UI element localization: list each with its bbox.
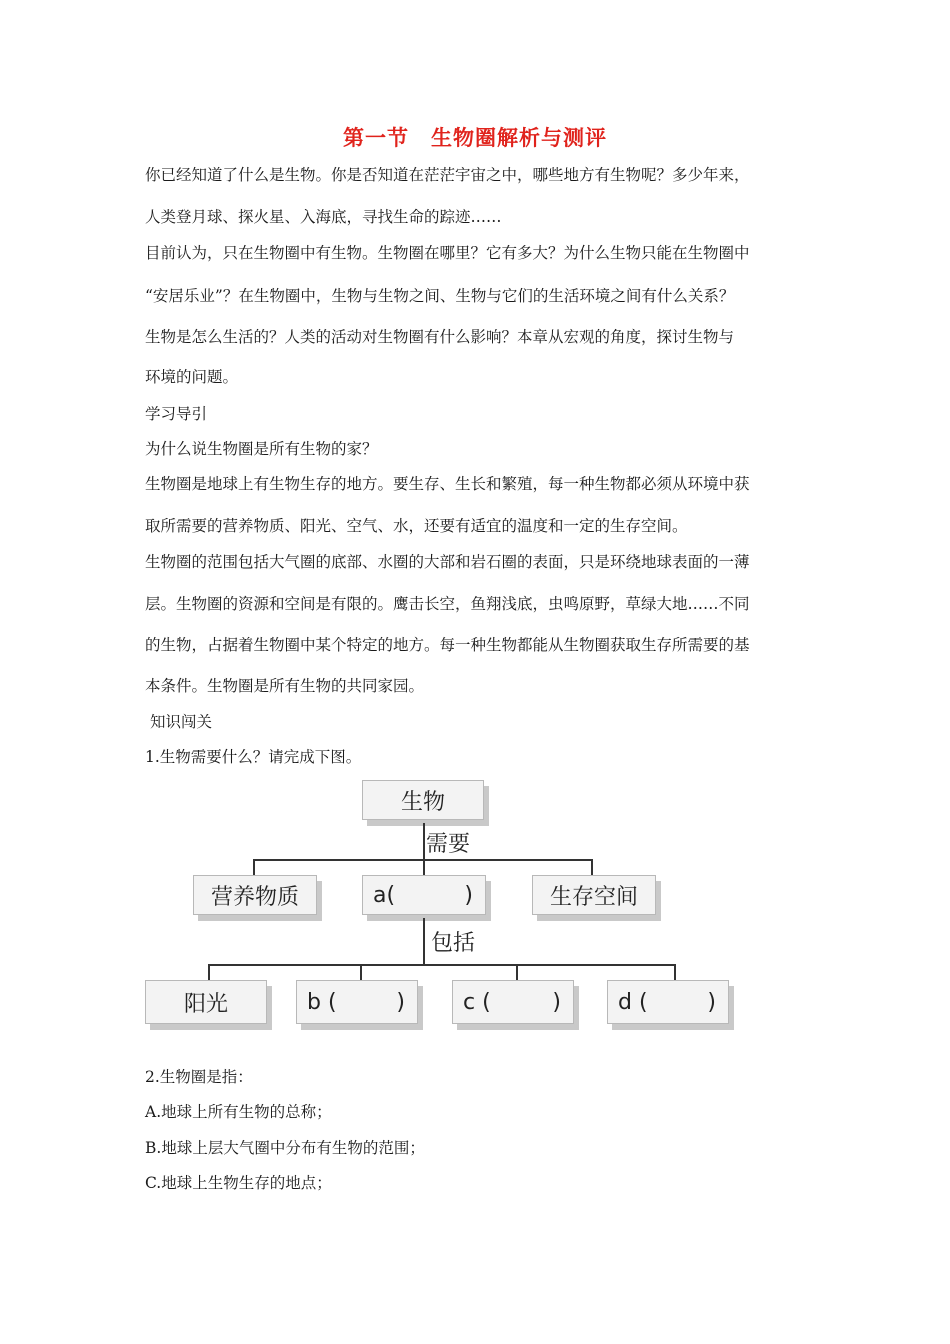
connector-level1-left xyxy=(253,859,255,875)
connector-root xyxy=(423,823,425,860)
box-d-label: d ( xyxy=(618,989,648,1015)
guide-heading: 学习导引 xyxy=(145,405,208,423)
knowledge-heading: 知识闯关 xyxy=(150,713,213,731)
guide-question: 为什么说生物圈是所有生物的家？ xyxy=(145,440,378,458)
box-c-label: c ( xyxy=(463,989,491,1015)
box-a-close: ) xyxy=(464,882,473,908)
intro-line-4: “安居乐业”？在生物圈中，生物与生物之间、生物与它们的生活环境之间有什么关系？ xyxy=(145,287,735,305)
box-a-label: a( xyxy=(373,882,396,908)
connector-level1-right xyxy=(591,859,593,875)
connector-level2-bar xyxy=(208,964,676,966)
box-living-space xyxy=(532,875,656,915)
connector-level2-2 xyxy=(360,964,362,980)
connector-a xyxy=(423,918,425,964)
box-b-blank xyxy=(296,980,418,1024)
intro-line-2: 人类登月球、探火星、入海底，寻找生命的踪迹…… xyxy=(145,208,502,226)
needs-label: 需要 xyxy=(426,832,471,857)
box-b-label: b ( xyxy=(307,989,337,1015)
box-sunlight xyxy=(145,980,267,1024)
box-a-blank xyxy=(362,875,486,915)
box-nutrients-label: 营养物质 xyxy=(210,884,299,910)
guide-line-1: 生物圈是地球上有生物生存的地方。要生存、生长和繁殖，每一种生物都必须从环境中获 xyxy=(145,475,750,493)
includes-label: 包括 xyxy=(431,931,476,956)
guide-line-2: 取所需要的营养物质、阳光、空气、水，还要有适宜的温度和一定的生存空间。 xyxy=(145,517,688,535)
question-2: 2.生物圈是指： xyxy=(145,1068,253,1086)
box-d-blank xyxy=(607,980,729,1024)
guide-line-4: 层。生物圈的资源和空间是有限的。鹰击长空，鱼翔浅底，虫鸣原野，草绿大地……不同 xyxy=(145,595,750,613)
connector-level2-4 xyxy=(674,964,676,980)
diagram-root-box xyxy=(362,780,484,820)
box-d-close: ) xyxy=(707,989,716,1015)
intro-line-5: 生物是怎么生活的？人类的活动对生物圈有什么影响？本章从宏观的角度，探讨生物与 xyxy=(145,328,735,346)
connector-level2-3 xyxy=(516,964,518,980)
box-c-close: ) xyxy=(552,989,561,1015)
box-nutrients xyxy=(193,875,317,915)
guide-line-6: 本条件。生物圈是所有生物的共同家园。 xyxy=(145,677,425,695)
option-a: A.地球上所有生物的总称； xyxy=(145,1103,332,1121)
connector-level1-mid xyxy=(423,859,425,875)
box-b-close: ) xyxy=(396,989,405,1015)
option-b: B.地球上层大气圈中分布有生物的范围； xyxy=(145,1139,425,1157)
needs-diagram xyxy=(140,775,740,1040)
box-sunlight-label: 阳光 xyxy=(183,991,228,1017)
box-c-blank xyxy=(452,980,574,1024)
diagram-root-label: 生物 xyxy=(400,789,445,815)
intro-line-3: 目前认为，只在生物圈中有生物。生物圈在哪里？它有多大？为什么生物只能在生物圈中 xyxy=(145,244,750,262)
box-living-space-label: 生存空间 xyxy=(549,884,638,910)
connector-level2-1 xyxy=(208,964,210,980)
intro-line-1: 你已经知道了什么是生物。你是否知道在茫茫宇宙之中，哪些地方有生物呢？多少年来， xyxy=(145,166,750,184)
guide-line-3: 生物圈的范围包括大气圈的底部、水圈的大部和岩石圈的表面，只是环绕地球表面的一薄 xyxy=(145,553,750,571)
intro-line-6: 环境的问题。 xyxy=(145,368,239,386)
question-1: 1.生物需要什么？请完成下图。 xyxy=(145,748,362,766)
page-title: 第一节 生物圈解析与测评 xyxy=(343,125,607,150)
option-c: C.地球上生物生存的地点； xyxy=(145,1174,332,1192)
guide-line-5: 的生物，占据着生物圈中某个特定的地方。每一种生物都能从生物圈获取生存所需要的基 xyxy=(145,636,750,654)
